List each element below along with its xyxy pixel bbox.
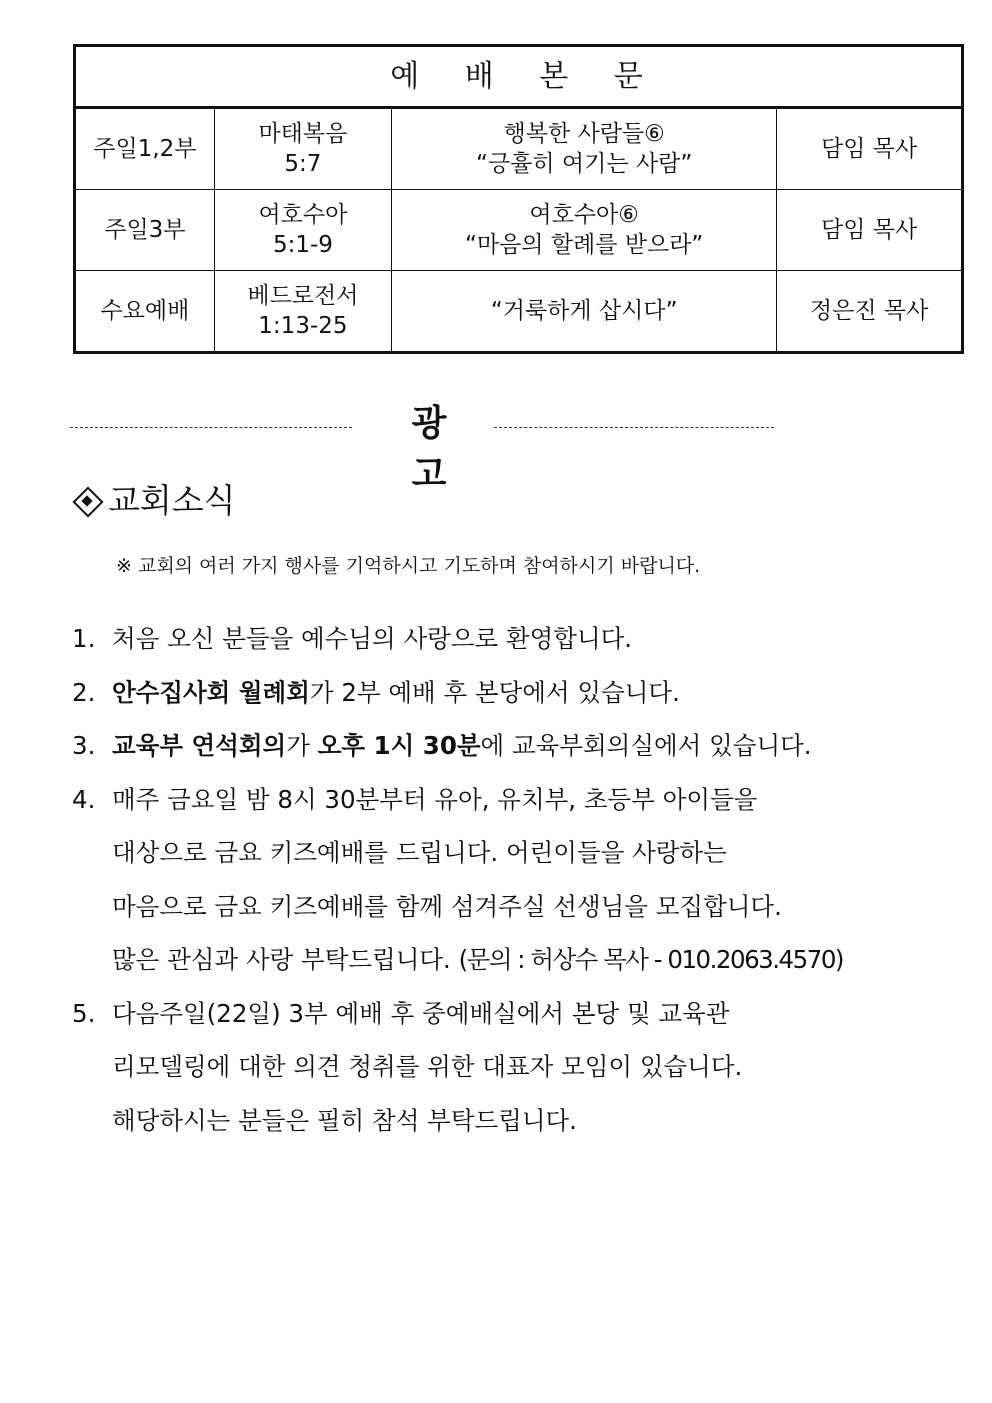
item-text-line: 리모델링에 대한 의견 청취를 위한 대표자 모임이 있습니다.	[112, 1052, 743, 1081]
sermon-topic-line: 여호수아⑥	[529, 202, 639, 228]
news-list	[72, 612, 952, 1147]
list-item	[72, 666, 952, 720]
sermon-table-title: 예 배 본 문	[75, 46, 963, 108]
item-number: 3.	[72, 731, 96, 760]
item-text: 많은 관심과 사랑 부탁드립니다.	[112, 945, 459, 974]
contact-info: (문의 : 허상수 목사 - 010.2063.4570)	[458, 945, 843, 974]
sermon-topic-line: “긍휼히 여기는 사람”	[476, 151, 693, 177]
item-number: 5.	[72, 998, 96, 1028]
item-text: 처음 오신 분들을 예수님의 사랑으로 환영합니다.	[112, 624, 633, 653]
item-number: 2.	[72, 677, 96, 707]
service-name: 수요예배	[75, 271, 215, 353]
sermon-topic-line: “마음의 할례를 받으라”	[464, 232, 704, 258]
item-text-line	[112, 933, 952, 987]
scripture	[214, 271, 391, 353]
preacher: 담임 목사	[777, 190, 963, 271]
service-name: 주일1,2부	[75, 108, 215, 190]
scripture-book: 마태복음	[258, 121, 348, 147]
scripture-verse: 1:13-25	[258, 313, 348, 339]
sermon-topic	[392, 108, 777, 190]
section-title: 광 고	[411, 403, 477, 495]
item-text-line: 다음주일(22일) 3부 예배 후 중예배실에서 본당 및 교육관	[112, 998, 730, 1028]
list-item	[72, 719, 952, 773]
diamond-icon	[74, 488, 100, 514]
item-text-line: 매주 금요일 밤 8시 30분부터 유아, 유치부, 초등부 아이들을	[112, 784, 758, 814]
news-note: ※ 교회의 여러 가지 행사를 기억하시고 기도하며 참여하시기 바랍니다.	[116, 555, 701, 577]
item-highlight: 오후 1시 30분	[317, 731, 481, 760]
item-highlight: 교육부 연석회의	[112, 731, 287, 760]
item-text-line: 대상으로 금요 키즈예배를 드립니다. 어린이들을 사랑하는	[112, 838, 727, 867]
sermon-topic	[392, 190, 777, 271]
scripture-book: 여호수아	[258, 202, 348, 228]
list-item	[72, 773, 952, 987]
sermon-row	[75, 271, 963, 353]
sermon-table	[73, 44, 964, 354]
scripture-verse: 5:1-9	[272, 232, 333, 258]
news-heading-text: 교회소식	[108, 481, 236, 520]
news-heading	[74, 480, 236, 522]
sermon-topic-line: “거룩하게 삽시다”	[490, 298, 678, 324]
scripture	[214, 190, 391, 271]
service-name: 주일3부	[75, 190, 215, 271]
item-number: 1.	[72, 624, 96, 653]
item-text: 가 2부 예배 후 본당에서 있습니다.	[309, 677, 680, 707]
sermon-topic-line: 행복한 사람들⑥	[503, 121, 665, 147]
item-text-line: 해당하시는 분들은 필히 참석 부탁드립니다.	[112, 1105, 577, 1135]
scripture-book: 베드로전서	[247, 283, 359, 309]
scripture	[214, 108, 391, 190]
scripture-verse: 5:7	[284, 151, 322, 177]
item-text-line: 마음으로 금요 키즈예배를 함께 섬겨주실 선생님을 모집합니다.	[112, 891, 782, 921]
preacher: 정은진 목사	[777, 271, 963, 353]
dashed-rule	[70, 427, 352, 428]
item-text: 에 교육부회의실에서 있습니다.	[480, 731, 812, 760]
list-item	[72, 612, 952, 666]
item-text: 가	[286, 731, 318, 760]
list-item	[72, 987, 952, 1148]
sermon-topic	[392, 271, 777, 353]
dashed-rule	[494, 427, 774, 428]
item-number: 4.	[72, 784, 96, 814]
preacher: 담임 목사	[777, 108, 963, 190]
sermon-row	[75, 108, 963, 190]
sermon-row	[75, 190, 963, 271]
item-highlight: 안수집사회 월례회	[112, 677, 310, 707]
section-divider	[70, 395, 780, 495]
